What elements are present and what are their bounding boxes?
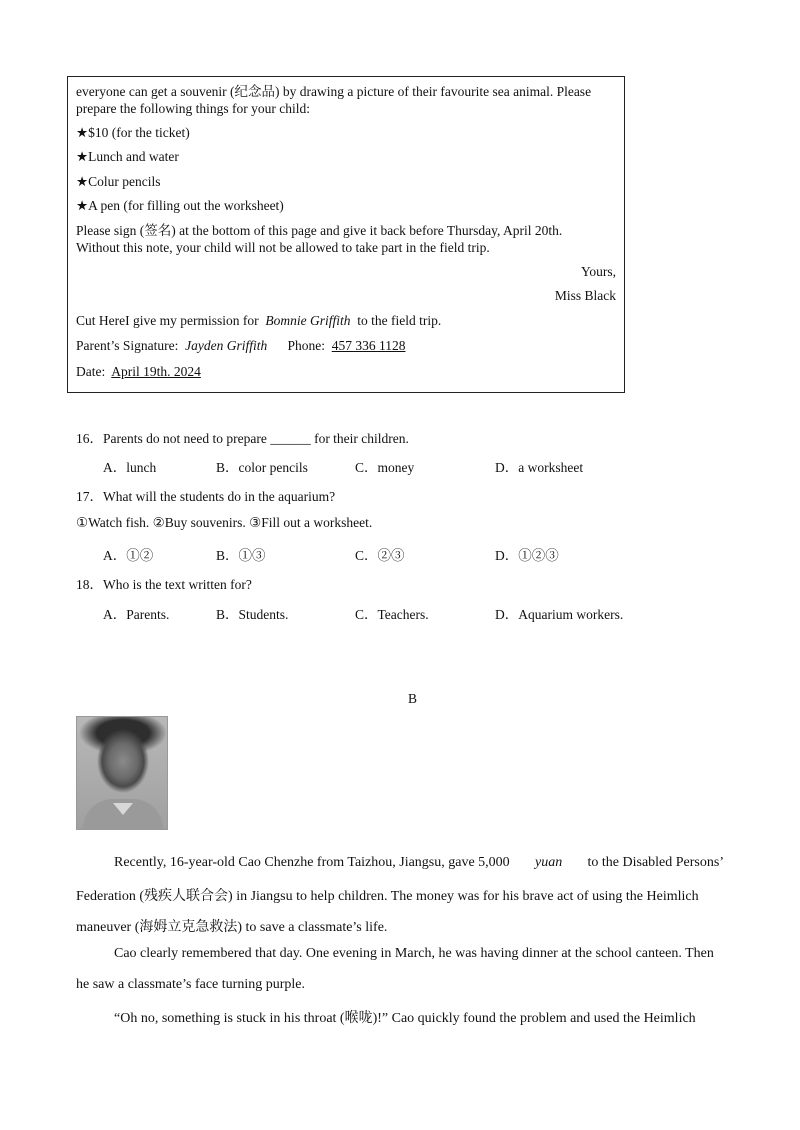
paragraph-text: Recently, 16-year-old Cao Chenzhe from Taizhou, Jiangsu, gave 5,000 [114,855,510,870]
question-16: 16．Parents do not need to prepare ______ for their children. [76,431,409,446]
letter-closing: Yours, [580,264,616,279]
option-d[interactable]: D．a worksheet [495,460,584,475]
phone-label: Phone: [287,338,325,353]
option-d[interactable]: D．Aquarium workers. [495,607,624,622]
option-c[interactable]: C．money [355,460,415,475]
paragraph-line: maneuver (海姆立克急救法) to save a classmate’s life. [76,920,388,935]
option-a[interactable]: A．lunch [103,460,157,475]
option-b[interactable]: B．Students. [216,607,289,622]
option-a[interactable]: A．①② [103,548,154,563]
paragraph-text: to the Disabled Persons’ [587,855,724,870]
question-18: 18．Who is the text written for? [76,577,252,592]
question-17-choices: ①Watch fish. ②Buy souvenirs. ③Fill out a worksheet. [76,515,373,530]
date-label: Date: [76,364,106,379]
option-d[interactable]: D．①②③ [495,548,559,563]
paragraph-line: “Oh no, something is stuck in his throat (喉咙)!” Cao quickly found the problem and used the Heimlich [114,1011,696,1026]
letter-line-2: prepare the following things for your child: [76,101,310,116]
child-name: Bomnie Griffith [265,313,351,328]
option-c[interactable]: C．Teachers. [355,607,429,622]
list-item: ★Colur pencils [76,174,161,189]
signature-label: Parent’s Signature: [76,338,179,353]
date-line [76,364,201,380]
signature-name: Jayden Griffith [185,338,268,353]
option-c[interactable]: C．②③ [355,548,405,563]
option-b[interactable]: B．①③ [216,548,266,563]
section-heading: B [408,691,418,706]
list-item: ★$10 (for the ticket) [76,125,190,140]
paragraph-line: Federation (残疾人联合会) in Jiangsu to help children. The money was for his brave act of using the Heimlich [76,889,699,904]
sign-instruction-2: Without this note, your child will not be allowed to take part in the field trip. [76,240,490,255]
portrait-photo [76,716,168,830]
paragraph-line: Cao clearly remembered that day. One evening in March, he was having dinner at the school canteen. Then [114,946,714,961]
phone-value: 457 336 1128 [331,338,406,353]
permission-line [76,313,441,329]
question-17: 17．What will the students do in the aquarium? [76,489,336,504]
paragraph-line: he saw a classmate’s face turning purple. [76,977,305,992]
paragraph-text: yuan [534,855,563,870]
sign-instruction-1: Please sign (签名) at the bottom of this page and give it back before Thursday, April 20th. [76,223,563,238]
signature-line [76,338,405,354]
letter-signer: Miss Black [554,288,616,303]
permission-suffix: to the field trip. [357,313,442,328]
list-item: ★A pen (for filling out the worksheet) [76,198,284,213]
list-item: ★Lunch and water [76,149,179,164]
option-a[interactable]: A．Parents. [103,607,170,622]
paragraph-line [76,855,724,871]
option-b[interactable]: B．color pencils [216,460,308,475]
letter-line-1: everyone can get a souvenir (纪念品) by drawing a picture of their favourite sea animal. Please [76,84,592,99]
date-value: April 19th. 2024 [111,364,201,379]
permission-prefix: Cut HereI give my permission for [76,313,259,328]
